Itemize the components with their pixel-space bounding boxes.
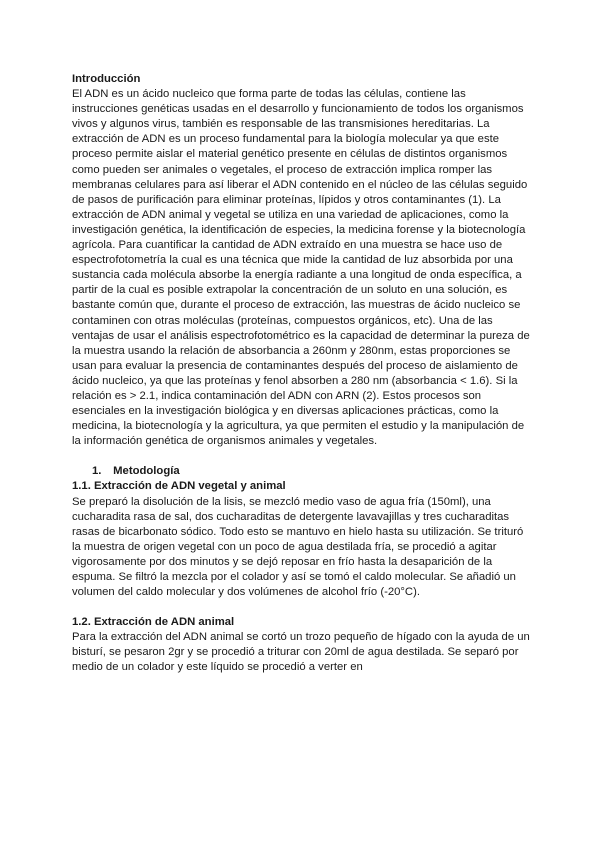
methods-heading: [72, 464, 530, 479]
section-spacer: [72, 600, 530, 615]
intro-paragraph: El ADN es un ácido nucleico que forma parte de todas las células, contiene las instrucciones genéticas usadas en el desarrollo y funcionamiento de todos los organismos vivos y algunos virus, también es responsable de las transmisiones hereditarias. La extracción de ADN es un proceso fundamental para la biología molecular ya que este proceso permite aislar el material genético presente en células de distintos organismos como pueden ser animales o vegetales, el proceso de extracción implica romper las membranas celulares para así liberar el ADN contenido en el núcleo de las células seguido de pasos de purificación para eliminar proteínas, lípidos y otros contaminantes (1). La extracción de ADN animal y vegetal se utiliza en una variedad de aplicaciones, como la investigación genética, la identificación de especies, la medicina forense y la biotecnología agrícola. Para cuantificar la cantidad de ADN extraído en una muestra se hace uso de espectrofotometría la cual es una técnica que mide la cantidad de luz absorbida por una sustancia cada molécula absorbe la energía radiante a una longitud de onda específica, a partir de la cual es posible extrapolar la concentración de un soluto en una solución, es bastante común que, durante el proceso de extracción, las muestras de ácido nucleico se contaminen con otras moléculas (proteínas, compuestos orgánicos, etc). Una de las ventajas de usar el análisis espectrofotométrico es la capacidad de determinar la pureza de la muestra usando la relación de absorbancia a 260nm y 280nm, estas proporciones se usan para evaluar la presencia de contaminantes después del proceso de aislamiento de ácido nucleico, ya que las proteínas y fenol absorben a 280 nm (absorbancia < 1.6). Si la relación es > 2.1, indica contaminación del ADN con ARN (2). Estos procesos son esenciales en la investigación biológica y en diversas aplicaciones prácticas, como la medicina, la biotecnología y la agricultura, ya que permiten el estudio y la manipulación de la información genética de organismos animales y vegetales.: [72, 88, 530, 448]
intro-heading: Introducción: [72, 73, 141, 85]
subsection-heading-1-2: 1.2. Extracción de ADN animal: [72, 616, 235, 629]
methods-title: Metodología: [113, 465, 180, 478]
section-spacer: [72, 449, 530, 464]
subsection-paragraph-1-2: Para la extracción del ADN animal se cortó un trozo pequeño de hígado con la ayuda de un bisturí, se pesaron 2gr y se procedió a triturar con 20ml de agua destilada. Se separó por medio de un colador y este líquido se procedió a verter en: [72, 631, 530, 674]
page-content: [72, 72, 530, 676]
subsection-heading-1-1: 1.1. Extracción de ADN vegetal y animal: [72, 480, 286, 493]
subsection-paragraph-1-1: Se preparó la disolución de la lisis, se mezcló medio vaso de agua fría (150ml), una cucharadita rasa de sal, dos cucharaditas de detergente lavavajillas y tres cucharaditas rasas de bicarbonato sódico. Todo esto se mantuvo en hielo hasta su utilización. Se trituró la muestra de origen vegetal con un poco de agua destilada fría, se procedió a agitar vigorosamente por dos minutos y se dejó reposar en frío hasta la desaparición de la espuma. Se filtró la mezcla por el colador y así se tomó el caldo molecular. Se añadió un volumen del caldo molecular y dos volúmenes de alcohol frío (-20°C).: [72, 495, 524, 599]
methods-number: 1.: [92, 465, 102, 478]
